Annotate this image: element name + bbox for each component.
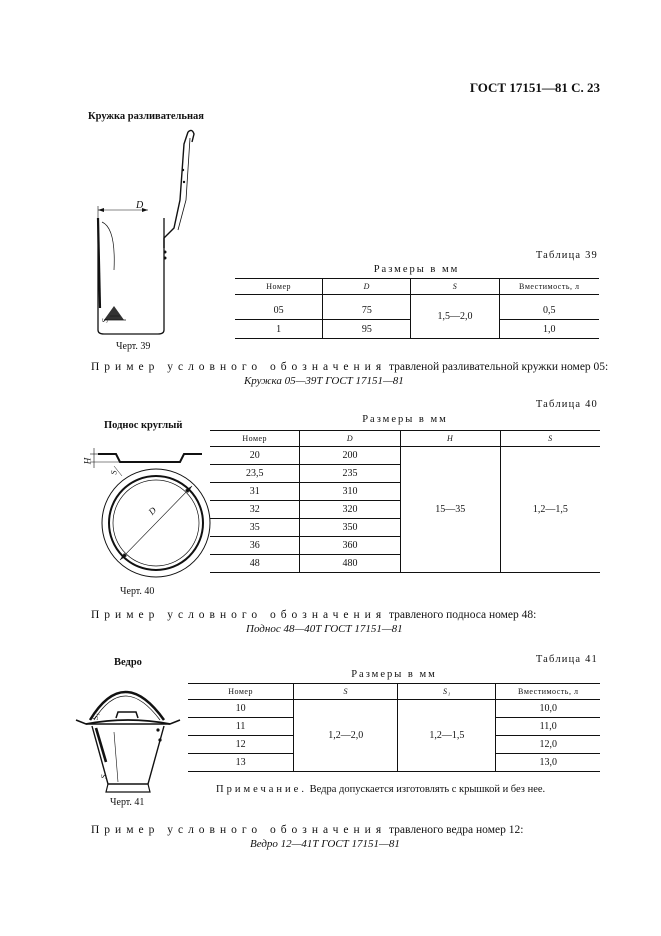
table-cell: 1,0	[499, 320, 599, 339]
mug-table-sublabel: Размеры в мм	[373, 264, 460, 275]
table-cell: 1,5—2,0	[411, 295, 499, 339]
table-cell: 310	[300, 483, 400, 501]
table-cell: 32	[210, 501, 300, 519]
table-cell: 235	[300, 465, 400, 483]
tray-example-spaced: Пример условного обозначения	[91, 609, 387, 621]
bucket-note-spaced: Примечание.	[216, 784, 307, 795]
mug-col-capacity: Вместимость, л	[499, 279, 599, 295]
mug-table	[235, 278, 599, 339]
bucket-note	[216, 784, 545, 795]
tray-example-text: травленого подноса номер 48:	[389, 609, 537, 621]
tray-caption: Черт. 40	[120, 586, 155, 597]
mug-col-s: S	[411, 279, 499, 295]
mug-col-d: D	[323, 279, 411, 295]
mug-drawing	[80, 130, 210, 345]
tray-example	[91, 609, 611, 621]
bucket-designation: Ведро 12—41Т ГОСТ 17151—81	[250, 838, 400, 850]
bucket-example	[91, 824, 611, 836]
tray-designation: Поднос 48—40Т ГОСТ 17151—81	[246, 623, 403, 635]
tray-table-sublabel: Размеры в мм	[362, 414, 448, 425]
bucket-col-capacity: Вместимость, л	[496, 684, 600, 700]
table-cell: 31	[210, 483, 300, 501]
bucket-caption: Черт. 41	[110, 797, 145, 808]
mug-example-spaced: Пример условного обозначения	[91, 361, 387, 373]
table-cell: 10,0	[496, 700, 600, 718]
table-cell: 200	[300, 447, 400, 465]
bucket-table-label: Таблица 41	[535, 654, 598, 665]
tray-col-s: S	[500, 431, 600, 447]
table-cell: 15—35	[400, 447, 500, 573]
mug-dim-d: D	[136, 200, 144, 211]
page-header: ГОСТ 17151—81 С. 23	[469, 80, 600, 95]
table-cell: 95	[323, 320, 411, 339]
table-cell: 0,5	[499, 295, 599, 320]
bucket-note-text: Ведра допускается изготовлять с крышкой и без нее.	[309, 784, 546, 795]
table-cell: 480	[300, 555, 400, 573]
table-cell: 36	[210, 537, 300, 555]
table-cell: 11	[188, 718, 294, 736]
table-cell: 11,0	[496, 718, 600, 736]
mug-table-label: Таблица 39	[535, 250, 598, 261]
table-cell: 48	[210, 555, 300, 573]
mug-title: Кружка разливательная	[88, 111, 204, 122]
tray-col-d: D	[300, 431, 400, 447]
bucket-example-spaced: Пример условного обозначения	[91, 824, 387, 836]
bucket-title: Ведро	[114, 657, 142, 668]
mug-designation: Кружка 05—39Т ГОСТ 17151—81	[244, 375, 404, 387]
bucket-dim-s: S	[99, 774, 109, 779]
bucket-drawing	[74, 672, 184, 802]
table-cell: 23,5	[210, 465, 300, 483]
mug-dim-s: S	[100, 318, 110, 323]
tray-title: Поднос круглый	[104, 420, 183, 431]
table-cell: 1,2—2,0	[294, 700, 398, 772]
mug-caption: Черт. 39	[116, 341, 151, 352]
table-cell: 360	[300, 537, 400, 555]
bucket-table	[188, 683, 600, 772]
table-cell: 75	[323, 295, 411, 320]
table-cell: 13,0	[496, 754, 600, 772]
bucket-col-s1: S₁	[398, 684, 496, 700]
table-cell: 20	[210, 447, 300, 465]
table-cell: 10	[188, 700, 294, 718]
table-cell: 35	[210, 519, 300, 537]
tray-col-h: H	[400, 431, 500, 447]
table-cell: 13	[188, 754, 294, 772]
table-cell: 1,2—1,5	[398, 700, 496, 772]
tray-dim-d: D	[146, 505, 159, 517]
bucket-col-number: Номер	[188, 684, 294, 700]
tray-col-number: Номер	[210, 431, 300, 447]
bucket-table-sublabel: Размеры в мм	[351, 669, 437, 680]
tray-dim-s: S	[109, 470, 119, 475]
tray-table	[210, 430, 600, 573]
table-cell: 1,2—1,5	[500, 447, 600, 573]
table-cell: 350	[300, 519, 400, 537]
tray-drawing	[76, 440, 216, 590]
table-cell: 1	[235, 320, 323, 339]
table-cell: 12,0	[496, 736, 600, 754]
table-cell: 05	[235, 295, 323, 320]
tray-dim-h: H	[82, 457, 93, 465]
tray-table-label: Таблица 40	[535, 399, 598, 410]
mug-col-number: Номер	[235, 279, 323, 295]
bucket-example-text: травленого ведра номер 12:	[389, 824, 524, 836]
mug-example-text: травленой разливательной кружки номер 05:	[389, 361, 609, 373]
bucket-col-s: S	[294, 684, 398, 700]
bucket-dim-s1: S₁	[90, 713, 100, 720]
mug-example	[91, 361, 611, 373]
table-cell: 12	[188, 736, 294, 754]
table-cell: 320	[300, 501, 400, 519]
